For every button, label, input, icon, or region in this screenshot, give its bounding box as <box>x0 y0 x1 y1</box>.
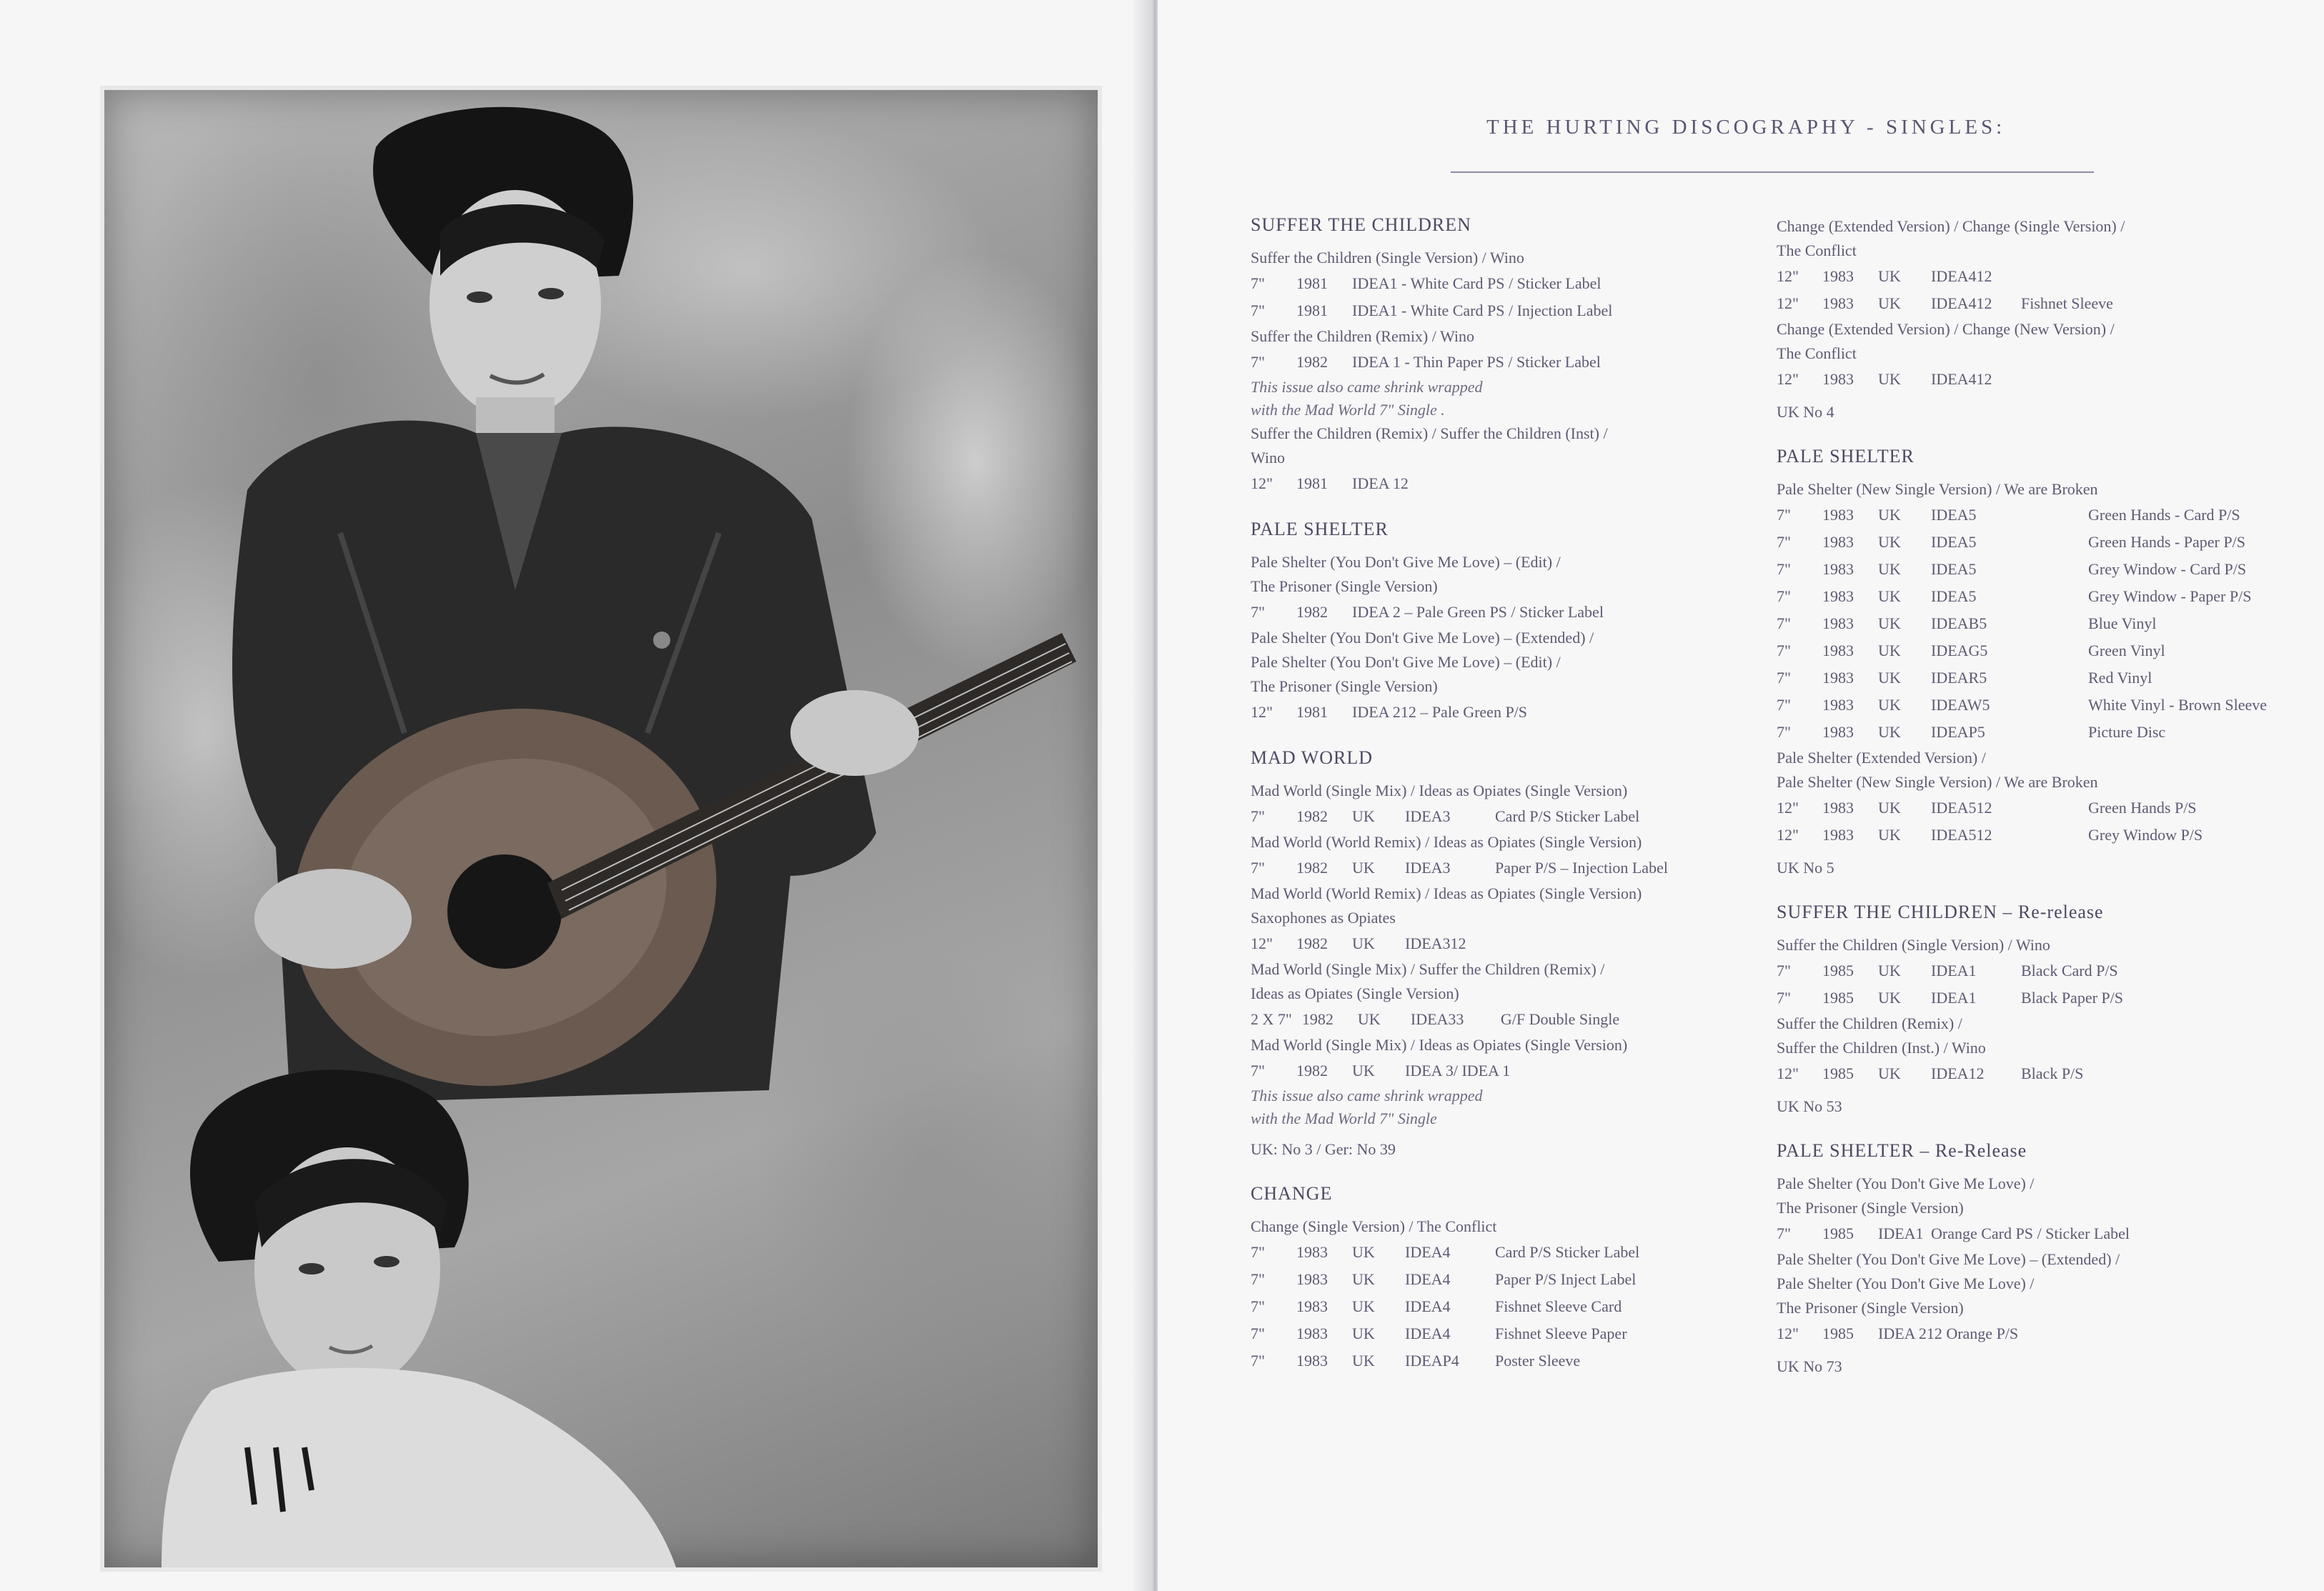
format-row <box>1777 610 2277 637</box>
format-row <box>1251 1057 1751 1084</box>
format-row <box>1251 1320 1751 1347</box>
format-cell: 7" <box>1777 614 1791 632</box>
format-row <box>1777 637 2277 664</box>
track-listing: Ideas as Opiates (Single Version) <box>1251 984 1459 1002</box>
format-cell: 2 X 7" <box>1251 1010 1292 1028</box>
catalog-cell: IDEA512 <box>1931 826 1992 844</box>
details-cell: Grey Window - Card P/S <box>2088 560 2247 578</box>
format-row <box>1251 1239 1751 1266</box>
catalog-cell: IDEA12 <box>1931 1064 1985 1082</box>
details-cell: Card P/S Sticker Label <box>1495 1243 1640 1261</box>
details-cell: Paper P/S – Injection Label <box>1495 859 1668 877</box>
details-cell: G/F Double Single <box>1500 1010 1620 1028</box>
track-listing: Suffer the Children (Single Version) / Wino <box>1251 249 1524 266</box>
year-cell: 1983 <box>1822 826 1854 844</box>
details-cell: Green Vinyl <box>2088 642 2165 659</box>
year-cell: 1983 <box>1296 1243 1328 1261</box>
release-note: with the Mad World 7" Single <box>1251 1109 1437 1127</box>
format-row <box>1777 529 2277 556</box>
track-listing: The Prisoner (Single Version) <box>1251 577 1438 595</box>
track-listing: Wino <box>1251 449 1285 467</box>
format-row <box>1251 803 1751 830</box>
track-listing: The Prisoner (Single Version) <box>1251 677 1438 695</box>
format-cell: 12" <box>1777 1325 1799 1342</box>
band-photo <box>100 86 1102 1572</box>
year-cell: 1981 <box>1296 274 1328 292</box>
year-cell: 1983 <box>1296 1270 1328 1288</box>
track-listing: Pale Shelter (You Don't Give Me Love) – (Edit) / <box>1251 653 1561 671</box>
catalog-cell: IDEAR5 <box>1931 669 1987 687</box>
format-cell: 7" <box>1251 807 1265 825</box>
release-heading: MAD WORLD <box>1251 747 1374 768</box>
details-cell: Grey Window - Paper P/S <box>2088 587 2252 605</box>
track-listing: The Conflict <box>1777 344 1857 362</box>
format-row <box>1777 583 2277 610</box>
page-title: THE HURTING DISCOGRAPHY - SINGLES: <box>1486 116 2006 139</box>
country-cell: UK <box>1352 859 1375 877</box>
year-cell: 1985 <box>1822 1225 1854 1242</box>
format-cell: 7" <box>1777 587 1791 605</box>
format-cell: 12" <box>1777 1064 1799 1082</box>
year-cell: 1983 <box>1822 587 1854 605</box>
format-cell: 7" <box>1777 723 1791 741</box>
details-cell: Green Hands P/S <box>2088 799 2197 817</box>
catalog-cell: IDEA 3/ IDEA 1 <box>1405 1062 1511 1079</box>
year-cell: 1982 <box>1296 353 1328 371</box>
year-cell: 1985 <box>1822 1064 1854 1082</box>
track-listing: The Prisoner (Single Version) <box>1777 1199 1964 1217</box>
catalog-cell: IDEA5 <box>1931 587 1977 605</box>
year-cell: 1983 <box>1822 267 1854 285</box>
country-cell: UK <box>1878 506 1901 524</box>
format-cell: 7" <box>1251 301 1265 319</box>
chart-position: UK No 5 <box>1777 859 1834 877</box>
format-cell: 7" <box>1777 989 1791 1007</box>
format-row <box>1777 957 2277 984</box>
details-cell: IDEA 1 - Thin Paper PS / Sticker Label <box>1352 353 1601 371</box>
country-cell: UK <box>1352 1352 1375 1370</box>
details-cell: IDEA 2 – Pale Green PS / Sticker Label <box>1352 603 1604 621</box>
format-cell: 7" <box>1251 274 1265 292</box>
catalog-cell: IDEA1 <box>1931 989 1977 1007</box>
format-row <box>1777 984 2277 1012</box>
catalog-cell: IDEA4 <box>1405 1325 1451 1342</box>
year-cell: 1983 <box>1296 1325 1328 1342</box>
details-cell: IDEA 12 <box>1352 474 1409 492</box>
release-section <box>1777 214 2277 424</box>
catalog-cell: IDEA5 <box>1931 533 1977 551</box>
year-cell: 1982 <box>1296 807 1328 825</box>
details-cell: White Vinyl - Brown Sleeve <box>2088 696 2268 714</box>
discography-column-right <box>1777 214 2277 1400</box>
year-cell: 1983 <box>1822 723 1854 741</box>
format-cell: 7" <box>1251 1270 1265 1288</box>
format-cell: 7" <box>1251 1297 1265 1315</box>
year-cell: 1985 <box>1822 989 1854 1007</box>
details-cell: Paper P/S Inject Label <box>1495 1270 1637 1288</box>
catalog-cell: IDEA312 <box>1405 934 1466 952</box>
format-row <box>1777 719 2277 746</box>
country-cell: UK <box>1878 533 1901 551</box>
country-cell: UK <box>1878 826 1901 844</box>
release-note: This issue also came shrink wrapped <box>1251 1087 1483 1104</box>
year-cell: 1983 <box>1822 669 1854 687</box>
details-cell: Card P/S Sticker Label <box>1495 807 1640 825</box>
format-cell: 7" <box>1777 696 1791 714</box>
country-cell: UK <box>1878 989 1901 1007</box>
format-cell: 12" <box>1777 267 1799 285</box>
details-cell: Black Paper P/S <box>2021 989 2123 1007</box>
format-cell: 7" <box>1251 353 1265 371</box>
country-cell: UK <box>1352 1243 1375 1261</box>
release-section <box>1777 446 2277 880</box>
year-cell: 1983 <box>1822 642 1854 659</box>
details-cell: Green Hands - Card P/S <box>2088 506 2240 524</box>
release-heading: PALE SHELTER <box>1777 446 1915 467</box>
format-row <box>1251 270 1751 297</box>
format-row <box>1777 263 2277 290</box>
format-row <box>1777 1060 2277 1087</box>
catalog-cell: IDEA3 <box>1405 807 1451 825</box>
country-cell: UK <box>1352 1062 1375 1079</box>
format-row <box>1251 1347 1751 1375</box>
format-cell: 7" <box>1777 560 1791 578</box>
release-heading: SUFFER THE CHILDREN <box>1251 214 1471 235</box>
chart-position: UK No 53 <box>1777 1097 1842 1115</box>
track-listing: The Conflict <box>1777 241 1857 259</box>
year-cell: 1983 <box>1822 696 1854 714</box>
release-note: with the Mad World 7" Single . <box>1251 401 1445 419</box>
year-cell: 1983 <box>1822 560 1854 578</box>
details-cell: Fishnet Sleeve <box>2021 294 2113 312</box>
year-cell: 1983 <box>1296 1297 1328 1315</box>
release-section <box>1251 1183 1751 1375</box>
details-cell: Black P/S <box>2021 1064 2084 1082</box>
details-cell: Poster Sleeve <box>1495 1352 1581 1370</box>
year-cell: 1983 <box>1296 1352 1328 1370</box>
format-cell: 7" <box>1777 962 1791 979</box>
details-cell: Blue Vinyl <box>2088 614 2157 632</box>
year-cell: 1983 <box>1822 294 1854 312</box>
chart-position: UK No 4 <box>1777 403 1834 421</box>
format-cell: 7" <box>1251 1325 1265 1342</box>
format-row <box>1251 1293 1751 1320</box>
country-cell: UK <box>1352 1297 1375 1315</box>
track-listing: Saxophones as Opiates <box>1251 909 1396 927</box>
release-section <box>1251 747 1751 1162</box>
track-listing: Mad World (Single Mix) / Suffer the Children (Remix) / <box>1251 960 1605 978</box>
release-heading: PALE SHELTER <box>1251 519 1389 539</box>
catalog-cell: IDEA412 <box>1931 370 1992 388</box>
format-row <box>1777 366 2277 393</box>
details-cell: IDEA 212 Orange P/S <box>1878 1325 2019 1342</box>
year-cell: 1985 <box>1822 962 1854 979</box>
country-cell: UK <box>1878 614 1901 632</box>
track-listing: Change (Extended Version) / Change (New Version) / <box>1777 320 2115 338</box>
country-cell: UK <box>1352 1325 1375 1342</box>
country-cell: UK <box>1878 294 1901 312</box>
format-cell: 12" <box>1777 826 1799 844</box>
details-cell: Red Vinyl <box>2088 669 2152 687</box>
chart-position: UK No 73 <box>1777 1357 1842 1375</box>
format-row <box>1777 502 2277 529</box>
catalog-cell: IDEA1 <box>1931 962 1977 979</box>
catalog-cell: IDEA3 <box>1405 859 1451 877</box>
track-listing: Pale Shelter (New Single Version) / We are Broken <box>1777 773 2098 791</box>
format-row <box>1777 556 2277 583</box>
year-cell: 1981 <box>1296 301 1328 319</box>
format-cell: 12" <box>1777 370 1799 388</box>
track-listing: Suffer the Children (Remix) / Suffer the Children (Inst) / <box>1251 424 1608 442</box>
format-cell: 7" <box>1777 506 1791 524</box>
track-listing: Change (Extended Version) / Change (Single Version) / <box>1777 217 2125 235</box>
format-cell: 12" <box>1251 703 1273 721</box>
country-cell: UK <box>1352 934 1375 952</box>
year-cell: 1982 <box>1296 859 1328 877</box>
details-cell: Fishnet Sleeve Card <box>1495 1297 1622 1315</box>
year-cell: 1983 <box>1822 506 1854 524</box>
format-row <box>1251 297 1751 324</box>
release-section <box>1777 902 2277 1119</box>
track-listing: Mad World (Single Mix) / Ideas as Opiates (Single Version) <box>1251 782 1628 799</box>
details-cell: Picture Disc <box>2088 723 2166 741</box>
catalog-cell: IDEA4 <box>1405 1270 1451 1288</box>
track-listing: Mad World (Single Mix) / Ideas as Opiates (Single Version) <box>1251 1036 1628 1054</box>
country-cell: UK <box>1878 696 1901 714</box>
catalog-cell: IDEA512 <box>1931 799 1992 817</box>
format-cell: 12" <box>1251 934 1273 952</box>
track-listing: Pale Shelter (You Don't Give Me Love) / <box>1777 1275 2035 1292</box>
release-section <box>1777 1140 2277 1379</box>
country-cell: IDEA1 <box>1878 1225 1924 1242</box>
year-cell: 1982 <box>1296 603 1328 621</box>
country-cell: UK <box>1878 723 1901 741</box>
release-section <box>1251 214 1751 497</box>
country-cell: UK <box>1357 1010 1381 1028</box>
release-heading: SUFFER THE CHILDREN – Re-release <box>1777 902 2104 922</box>
details-cell: Green Hands - Paper P/S <box>2088 533 2245 551</box>
catalog-cell: IDEAG5 <box>1931 642 1988 659</box>
year-cell: 1981 <box>1296 703 1328 721</box>
track-listing: Suffer the Children (Single Version) / Wino <box>1777 936 2050 954</box>
format-row <box>1251 349 1751 376</box>
catalog-cell: Orange Card PS / Sticker Label <box>1931 1225 2130 1242</box>
track-listing: Suffer the Children (Remix) / Wino <box>1251 327 1474 345</box>
country-cell: UK <box>1878 267 1901 285</box>
catalog-cell: IDEA4 <box>1405 1243 1451 1261</box>
year-cell: 1983 <box>1822 799 1854 817</box>
format-row <box>1251 854 1751 882</box>
year-cell: 1981 <box>1296 474 1328 492</box>
catalog-cell: IDEA412 <box>1931 267 1992 285</box>
title-rule <box>1451 171 2094 173</box>
catalog-cell: IDEA4 <box>1405 1297 1451 1315</box>
format-row <box>1251 699 1751 726</box>
country-cell: UK <box>1878 560 1901 578</box>
release-heading: PALE SHELTER – Re-Release <box>1777 1140 2027 1161</box>
country-cell: UK <box>1878 642 1901 659</box>
format-row <box>1251 599 1751 626</box>
track-listing: Suffer the Children (Remix) / <box>1777 1014 1962 1032</box>
country-cell: UK <box>1878 669 1901 687</box>
format-cell: 7" <box>1251 859 1265 877</box>
format-cell: 12" <box>1251 474 1273 492</box>
release-section <box>1251 519 1751 726</box>
format-cell: 7" <box>1251 603 1265 621</box>
year-cell: 1983 <box>1822 533 1854 551</box>
format-row <box>1251 470 1751 497</box>
catalog-cell: IDEAW5 <box>1931 696 1990 714</box>
year-cell: 1982 <box>1296 934 1328 952</box>
format-row <box>1777 1220 2277 1247</box>
catalog-cell: IDEA412 <box>1931 294 1992 312</box>
format-cell: 7" <box>1777 533 1791 551</box>
details-cell: IDEA 212 – Pale Green P/S <box>1352 703 1528 721</box>
format-cell: 7" <box>1777 642 1791 659</box>
country-cell: UK <box>1878 587 1901 605</box>
format-row <box>1251 930 1751 957</box>
country-cell: UK <box>1878 1064 1901 1082</box>
track-listing: Pale Shelter (You Don't Give Me Love) – (Extended) / <box>1777 1250 2120 1268</box>
details-cell: Black Card P/S <box>2021 962 2118 979</box>
format-cell: 7" <box>1777 1225 1791 1242</box>
format-cell: 7" <box>1777 669 1791 687</box>
catalog-cell: IDEAP5 <box>1931 723 1985 741</box>
track-listing: Change (Single Version) / The Conflict <box>1251 1217 1497 1235</box>
country-cell: UK <box>1878 370 1901 388</box>
year-cell: 1983 <box>1822 370 1854 388</box>
track-listing: Pale Shelter (You Don't Give Me Love) / <box>1777 1174 2035 1192</box>
format-row <box>1777 692 2277 719</box>
track-listing: Suffer the Children (Inst.) / Wino <box>1777 1039 1986 1057</box>
format-row <box>1251 1006 1751 1033</box>
chart-position: UK: No 3 / Ger: No 39 <box>1251 1140 1396 1158</box>
format-row <box>1251 1266 1751 1293</box>
track-listing: Mad World (World Remix) / Ideas as Opiates (Single Version) <box>1251 884 1642 902</box>
track-listing: Pale Shelter (Extended Version) / <box>1777 749 1986 767</box>
track-listing: Pale Shelter (You Don't Give Me Love) – (Extended) / <box>1251 629 1594 647</box>
left-page <box>0 0 1158 1591</box>
country-cell: UK <box>1352 807 1375 825</box>
country-cell: UK <box>1352 1270 1375 1288</box>
format-row <box>1777 1320 2277 1347</box>
format-cell: 7" <box>1251 1352 1265 1370</box>
details-cell: IDEA1 - White Card PS / Sticker Label <box>1352 274 1602 292</box>
band-photo-illustration <box>104 90 1098 1567</box>
format-cell: 12" <box>1777 799 1799 817</box>
details-cell: Fishnet Sleeve Paper <box>1495 1325 1627 1342</box>
format-cell: 7" <box>1251 1062 1265 1079</box>
catalog-cell: IDEAB5 <box>1931 614 1987 632</box>
year-cell: 1982 <box>1301 1010 1334 1028</box>
catalog-cell: IDEA5 <box>1931 506 1977 524</box>
catalog-cell: IDEA33 <box>1410 1010 1464 1028</box>
track-listing: Pale Shelter (You Don't Give Me Love) – (Edit) / <box>1251 553 1561 571</box>
format-row <box>1777 290 2277 317</box>
release-note: This issue also came shrink wrapped <box>1251 378 1483 396</box>
country-cell: UK <box>1878 799 1901 817</box>
discography-column-left <box>1251 214 1751 1396</box>
release-heading: CHANGE <box>1251 1183 1333 1204</box>
catalog-cell: IDEA5 <box>1931 560 1977 578</box>
year-cell: 1985 <box>1822 1325 1854 1342</box>
track-listing: The Prisoner (Single Version) <box>1777 1299 1964 1317</box>
format-row <box>1777 664 2277 692</box>
format-row <box>1777 794 2277 822</box>
catalog-cell: IDEAP4 <box>1405 1352 1459 1370</box>
details-cell: Grey Window P/S <box>2088 826 2203 844</box>
year-cell: 1982 <box>1296 1062 1328 1079</box>
year-cell: 1983 <box>1822 614 1854 632</box>
format-cell: 12" <box>1777 294 1799 312</box>
country-cell: UK <box>1878 962 1901 979</box>
details-cell: IDEA1 - White Card PS / Injection Label <box>1352 301 1613 319</box>
track-listing: Pale Shelter (New Single Version) / We are Broken <box>1777 480 2098 498</box>
format-cell: 7" <box>1251 1243 1265 1261</box>
format-row <box>1777 822 2277 849</box>
track-listing: Mad World (World Remix) / Ideas as Opiates (Single Version) <box>1251 833 1642 851</box>
